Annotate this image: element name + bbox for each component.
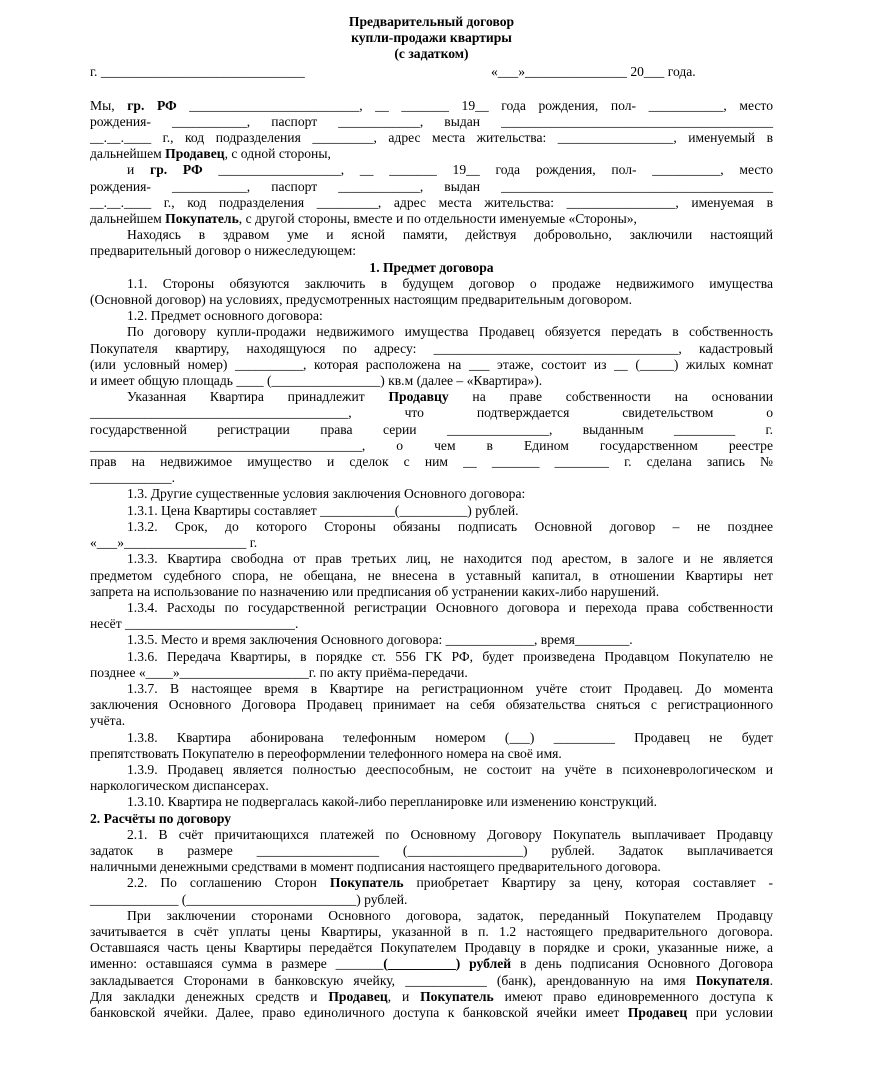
paragraph-line: 2. Расчёты по договору bbox=[90, 810, 232, 826]
paragraph-line: ________________________________________, о чем в Едином государственном реестре bbox=[90, 437, 773, 453]
paragraph-line: По договору купли-продажи недвижимого имущества Продавец обязуется передать в собственность bbox=[127, 324, 773, 340]
document-body bbox=[90, 98, 773, 1022]
paragraph-line: рождения- ___________, паспорт ____________, выдан ________________________________________ bbox=[90, 113, 773, 129]
paragraph-line: ____________. bbox=[90, 470, 175, 486]
paragraph-line: несёт _________________________. bbox=[90, 616, 299, 632]
paragraph-line: 1.3.8. Квартира абонирована телефонным номером (___) _________ Продавец не будет bbox=[127, 729, 773, 745]
paragraph-line: (или условный номер) __________, которая расположена на ___ этаже, состоит из __ (_____) жилых комнат bbox=[90, 356, 773, 372]
paragraph-line: рождения- ___________, паспорт ____________, выдан ________________________________________ bbox=[90, 178, 773, 194]
paragraph-line: 1.2. Предмет основного договора: bbox=[127, 308, 323, 324]
paragraph-line: При заключении сторонами Основного договора, задаток, переданный Покупателем Продавцу bbox=[127, 907, 773, 923]
date-field: «___»_______________ 20___ года. bbox=[491, 63, 696, 79]
paragraph-line: 1.1. Стороны обязуются заключить в будущем договор о продаже недвижимого имущества bbox=[127, 275, 773, 291]
paragraph-line: предварительный договор о нижеследующем: bbox=[90, 243, 357, 259]
paragraph-line: препятствовать Покупателю в переоформлении телефонного номера на своё имя. bbox=[90, 745, 562, 761]
paragraph-line: 1.3.9. Продавец является полностью дееспособным, не состоит на учёте в психоневрологическом и bbox=[127, 761, 773, 777]
paragraph-line: банковской ячейки. Далее, право единоличного доступа к банковской ячейки имеет Продавец при условии bbox=[90, 1004, 773, 1020]
paragraph-line: 1.3.7. В настоящее время в Квартире на регистрационном учёте стоит Продавец. До момента bbox=[127, 680, 773, 696]
paragraph-line: 1.3.1. Цена Квартиры составляет ___________(__________) рублей. bbox=[127, 502, 519, 518]
paragraph-line: 1.3.10. Квартира не подвергалась какой-либо перепланировке или изменению конструкций. bbox=[127, 794, 658, 810]
paragraph-line: и гр. РФ __________________, __ _______ 19__ года рождения, пол- __________, место bbox=[127, 162, 773, 178]
paragraph-line: Находясь в здравом уме и ясной памяти, действуя добровольно, заключили настоящий bbox=[127, 227, 773, 243]
paragraph-line: 2.2. По соглашению Сторон Покупатель приобретает Квартиру за цену, которая составляет - bbox=[127, 875, 773, 891]
paragraph-line: 1.3.3. Квартира свободна от прав третьих лиц, не находится под арестом, в залоге и не является bbox=[127, 551, 773, 567]
paragraph-line: Указанная Квартира принадлежит Продавцу на праве собственности на основании bbox=[127, 389, 774, 405]
paragraph-line: Оставшаяся часть цены Квартиры передаётся Покупателем Продавцу в порядке и сроки, указанные ниже, а bbox=[90, 940, 773, 956]
paragraph-line: запрета на использование по назначению или предписания об устранении каких-либо нарушений. bbox=[90, 583, 660, 599]
paragraph-line: Мы, гр. РФ _________________________, __ _______ 19__ года рождения, пол- ___________, место bbox=[90, 97, 773, 113]
paragraph-line: зачитывается в счёт уплаты цены Квартиры, указанной в п. 1.2 настоящего предварительного договора. bbox=[90, 923, 773, 939]
paragraph-line: дальнейшем Продавец, с одной стороны, bbox=[90, 146, 331, 162]
title-line-3: (с задатком) bbox=[394, 46, 469, 62]
paragraph-line: __.__.____ г., код подразделения _________, адрес места жительства: ________________, именуемая в bbox=[90, 194, 773, 210]
paragraph-line: __.__.____ г., код подразделения _________, адрес места жительства: _________________, именуемый в bbox=[90, 130, 773, 146]
paragraph-line: (Основной договор) на условиях, предусмотренных настоящим предварительным договором. bbox=[90, 292, 632, 308]
paragraph-line: 1. Предмет договора bbox=[369, 259, 494, 275]
paragraph-line: 1.3.4. Расходы по государственной регистрации Основного договора и перехода права собственности bbox=[127, 599, 773, 615]
paragraph-line: предметом судебного спора, не обещана, не внесена в уставный капитал, в отношении Квартиры нет bbox=[90, 567, 773, 583]
paragraph-line: наркологическом диспансерах. bbox=[90, 778, 269, 794]
paragraph-line: ______________________________________, что подтверждается свидетельством о bbox=[90, 405, 773, 421]
title-line-1: Предварительный договор bbox=[348, 14, 515, 29]
paragraph-line: именно: оставшаяся сумма в размере _______(__________) рублей в день подписания Основного Договора bbox=[90, 956, 773, 972]
paragraph-line: заключения Основного Договора Продавец принимает на себя обязательства сняться с регистрационного bbox=[90, 697, 773, 713]
paragraph-line: Для закладки денежных средств и Продавец, и Покупатель имеют право единовременного доступа к bbox=[90, 988, 773, 1004]
paragraph-line: 1.3.6. Передача Квартиры, в порядке ст. 556 ГК РФ, будет произведена Продавцом Покупателю не bbox=[127, 648, 773, 664]
paragraph-line: закладывается Сторонами в банковскую ячейку, ____________ (банк), арендованную на имя Покупателя. bbox=[90, 972, 773, 988]
city-field: г. ______________________________ bbox=[90, 63, 305, 79]
paragraph-line: 1.3.2. Срок, до которого Стороны обязаны подписать Основной договор – не позднее bbox=[127, 518, 773, 534]
paragraph-line: _____________ (_________________________) рублей. bbox=[90, 891, 408, 907]
paragraph-line: и имеет общую площадь ____ (________________) кв.м (далее – «Квартира»). bbox=[90, 373, 543, 389]
paragraph-line: 2.1. В счёт причитающихся платежей по Основному Договору Покупатель выплачивает Продавцу bbox=[127, 826, 773, 842]
place-date-line bbox=[90, 64, 773, 82]
paragraph-line: 1.3. Другие существенные условия заключения Основного договора: bbox=[127, 486, 526, 502]
paragraph-line: 1.3.5. Место и время заключения Основного договора: _____________, время________. bbox=[127, 632, 633, 648]
title-line-2: купли-продажи квартиры bbox=[351, 30, 512, 46]
paragraph-line: учёта. bbox=[90, 713, 126, 729]
paragraph-line: Покупателя квартиру, находящуюся по адресу: ____________________________________, кадастровый bbox=[90, 340, 773, 356]
paragraph-line: наличными денежными средствами в момент подписания настоящего предварительного договора. bbox=[90, 859, 661, 875]
paragraph-line: задаток в размере __________________ (_________________) рублей. Задаток выплачивается bbox=[90, 842, 773, 858]
paragraph-line: позднее «____»___________________г. по акту приёма-передачи. bbox=[90, 664, 468, 680]
paragraph-line: дальнейшем Покупатель, с другой стороны, вместе и по отдельности именуемые «Стороны», bbox=[90, 211, 637, 227]
paragraph-line: «___»__________________ г. bbox=[90, 535, 258, 551]
paragraph-line: прав на недвижимое имущество и сделок с ним __ _______ ________ г. сделана запись № bbox=[90, 454, 773, 470]
document-title bbox=[90, 14, 773, 63]
paragraph-line: государственной регистрации права серии _______________, выданным _________ г. bbox=[90, 421, 773, 437]
